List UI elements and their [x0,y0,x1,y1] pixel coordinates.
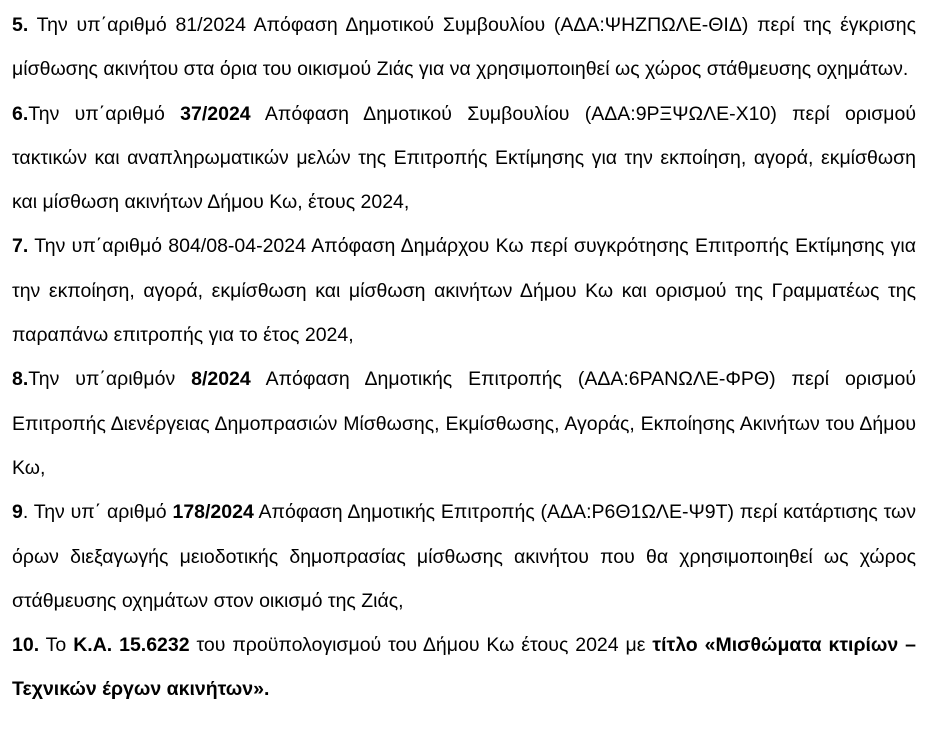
item-text: Απόφαση Δημοτικής Επιτροπής (ΑΔΑ:Ρ6Θ1ΩΛΕ-Ψ9Τ) περί κατάρτισης των όρων διεξαγωγής μειοδοτικής δημοπρασίας μίσθωσης ακινήτου που θα χρησιμοποιηθεί ως χώρος στάθμευσης οχημάτων στον οικισμό της Ζιάς, [12,501,916,612]
item-text: Το [39,634,74,657]
item-text: Την υπ΄αριθμό [28,102,181,125]
paragraph-item-10 [12,623,916,712]
item-text: Την υπ΄αριθμό 804/08-04-2024 Απόφαση Δημάρχου Κω περί συγκρότησης Επιτροπής Εκτίμησης για την εκποίηση, αγορά, εκμίσθωση και μίσθωση ακινήτων Δήμου Κω και ορισμού της Γραμματέως της παραπάνω επιτροπής για το έτος 2024, [12,235,916,347]
item-text: Απόφαση Δημοτικού Συμβουλίου (ΑΔΑ:9ΡΞΨΩΛΕ-Χ10) περί ορισμού τακτικών και αναπληρωματικών μελών της Επιτροπής Εκτίμησης για την εκποίηση, αγορά, εκμίσθωση και μίσθωση ακινήτων Δήμου Κω, έτους 2024, [12,102,916,214]
decision-number: 178/2024 [172,501,254,524]
item-text: Την υπ΄αριθμό 81/2024 Απόφαση Δημοτικού Συμβουλίου (ΑΔΑ:ΨΗΖΠΩΛΕ-ΘΙΔ) περί της έγκρισης μίσθωσης ακινήτου στα όρια του οικισμού Ζιάς για να χρησιμοποιηθεί ως χώρος στάθμευσης οχημάτων. [12,14,916,81]
paragraph-item-8 [12,357,916,490]
item-text: . Την υπ΄ αριθμό [22,501,173,524]
paragraph-item-6 [12,92,916,225]
decision-number: 8/2024 [191,368,251,391]
budget-title: τίτλο «Μισθώματα κτιρίων – Τεχνικών έργων ακινήτων». [12,634,916,701]
item-number: 9 [12,501,23,524]
item-text: Απόφαση Δημοτικής Επιτροπής (ΑΔΑ:6ΡΑΝΩΛΕ-ΦΡΘ) περί ορισμού Επιτροπής Διενέργειας Δημοπρασιών Μίσθωσης, Εκμίσθωσης, Αγοράς, Εκποίησης Ακινήτων του Δήμου Κω, [12,368,916,479]
paragraph-item-5 [12,3,916,92]
decision-number: 37/2024 [180,102,251,125]
item-text: Την υπ΄αριθμόν [28,368,192,391]
item-number: 6. [12,102,29,125]
item-number: 10. [12,634,40,657]
paragraph-item-7 [12,224,916,357]
item-text: του προϋπολογισμού του Δήμου Κω έτους 2024 με [189,634,653,657]
item-number: 5. [12,14,29,36]
budget-code: Κ.Α. 15.6232 [73,634,190,657]
paragraph-item-9 [12,490,916,623]
item-number: 7. [12,235,29,258]
item-number: 8. [12,368,29,391]
